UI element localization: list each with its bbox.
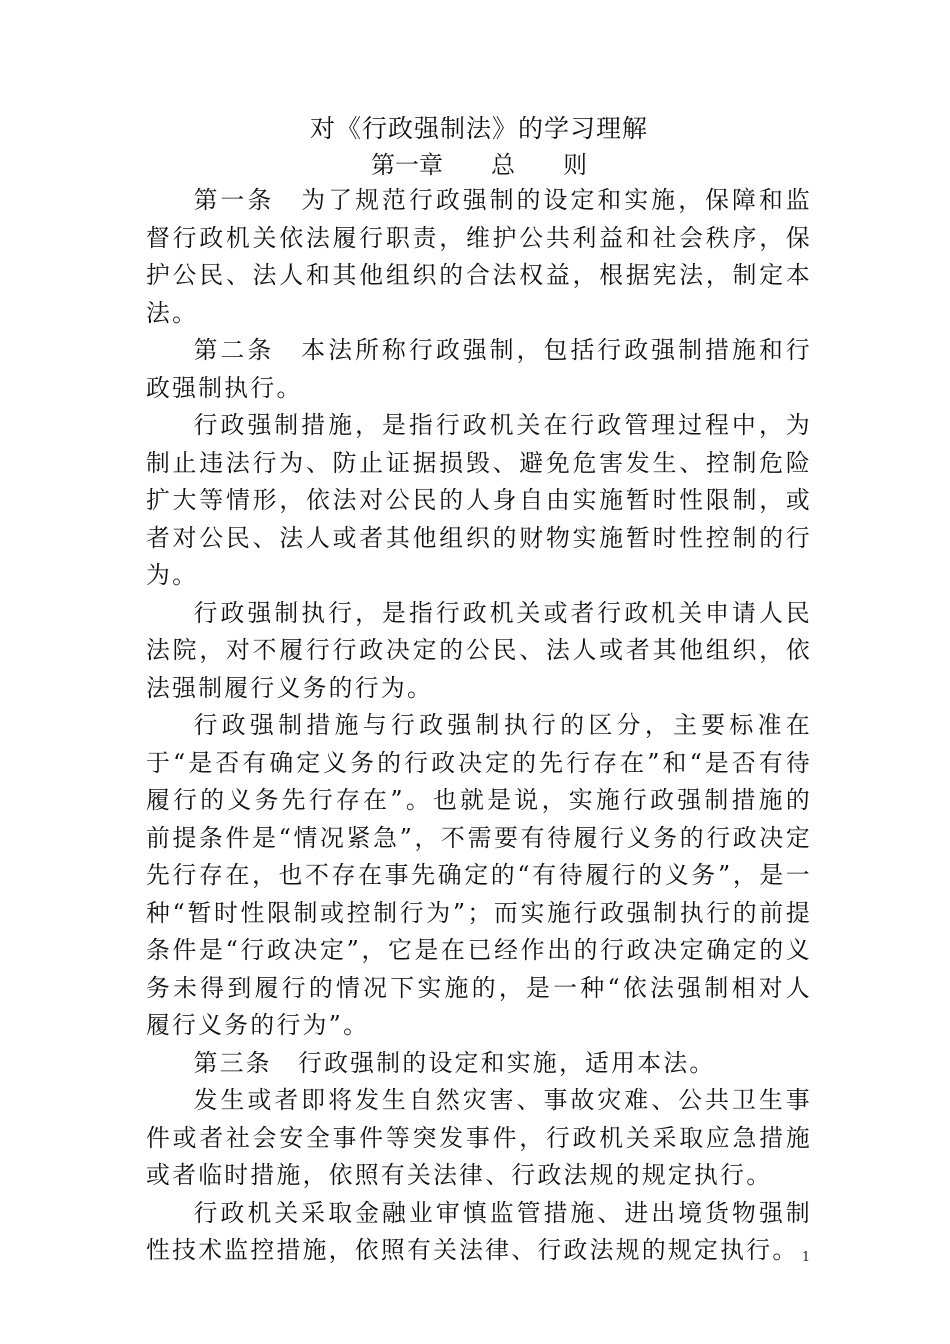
chapter-heading: 第一章 总 则 (371, 151, 587, 179)
paragraph-emergency-events: 发生或者即将发生自然灾害、事故灾难、公共卫生事件或者社会安全事件等突发事件，行政机关采取应急措施或者临时措施，依照有关法律、行政法规的规定执行。 (146, 1086, 812, 1189)
paragraph-enforcement-execution: 行政强制执行，是指行政机关或者行政机关申请人民法院，对不履行行政决定的公民、法人或者其他组织，依法强制履行义务的行为。 (146, 598, 812, 702)
paragraph-list (146, 182, 812, 1270)
paragraph-article-1: 第一条 为了规范行政强制的设定和实施，保障和监督行政机关依法履行职责，维护公共利益和社会秩序，保护公民、法人和其他组织的合法权益，根据宪法，制定本法。 (146, 186, 812, 327)
paragraph-enforcement-measures: 行政强制措施，是指行政机关在行政管理过程中，为制止违法行为、防止证据损毁、避免危害发生、控制危险扩大等情形，依法对公民的人身自由实施暂时性限制，或者对公民、法人或者其他组织的财物实施暂时性控制的行为。 (146, 411, 812, 589)
paragraph-distinction: 行政强制措施与行政强制执行的区分，主要标准在于“是否有确定义务的行政决定的先行存在”和“是否有待履行的义务先行存在”。也就是说，实施行政强制措施的前提条件是“情况紧急”，不需要有待履行义务的行政决定先行存在，也不存在事先确定的“有待履行的义务”，是一种“暂时性限制或控制行为”；而实施行政强制执行的前提条件是“行政决定”，它是在已经作出的行政决定确定的义务未得到履行的情况下实施的，是一种“依法强制相对人履行义务的行为”。 (146, 711, 812, 1039)
document-title: 对《行政强制法》的学习理解 (309, 114, 648, 143)
paragraph-financial-supervision: 行政机关采取金融业审慎监管措施、进出境货物强制性技术监控措施，依照有关法律、行政法规的规定执行。 (146, 1198, 812, 1264)
paragraph-article-2: 第二条 本法所称行政强制，包括行政强制措施和行政强制执行。 (146, 336, 812, 402)
page-number: 1 (801, 1250, 811, 1265)
document-body (146, 110, 812, 1270)
paragraph-article-3: 第三条 行政强制的设定和实施，适用本法。 (193, 1048, 716, 1077)
